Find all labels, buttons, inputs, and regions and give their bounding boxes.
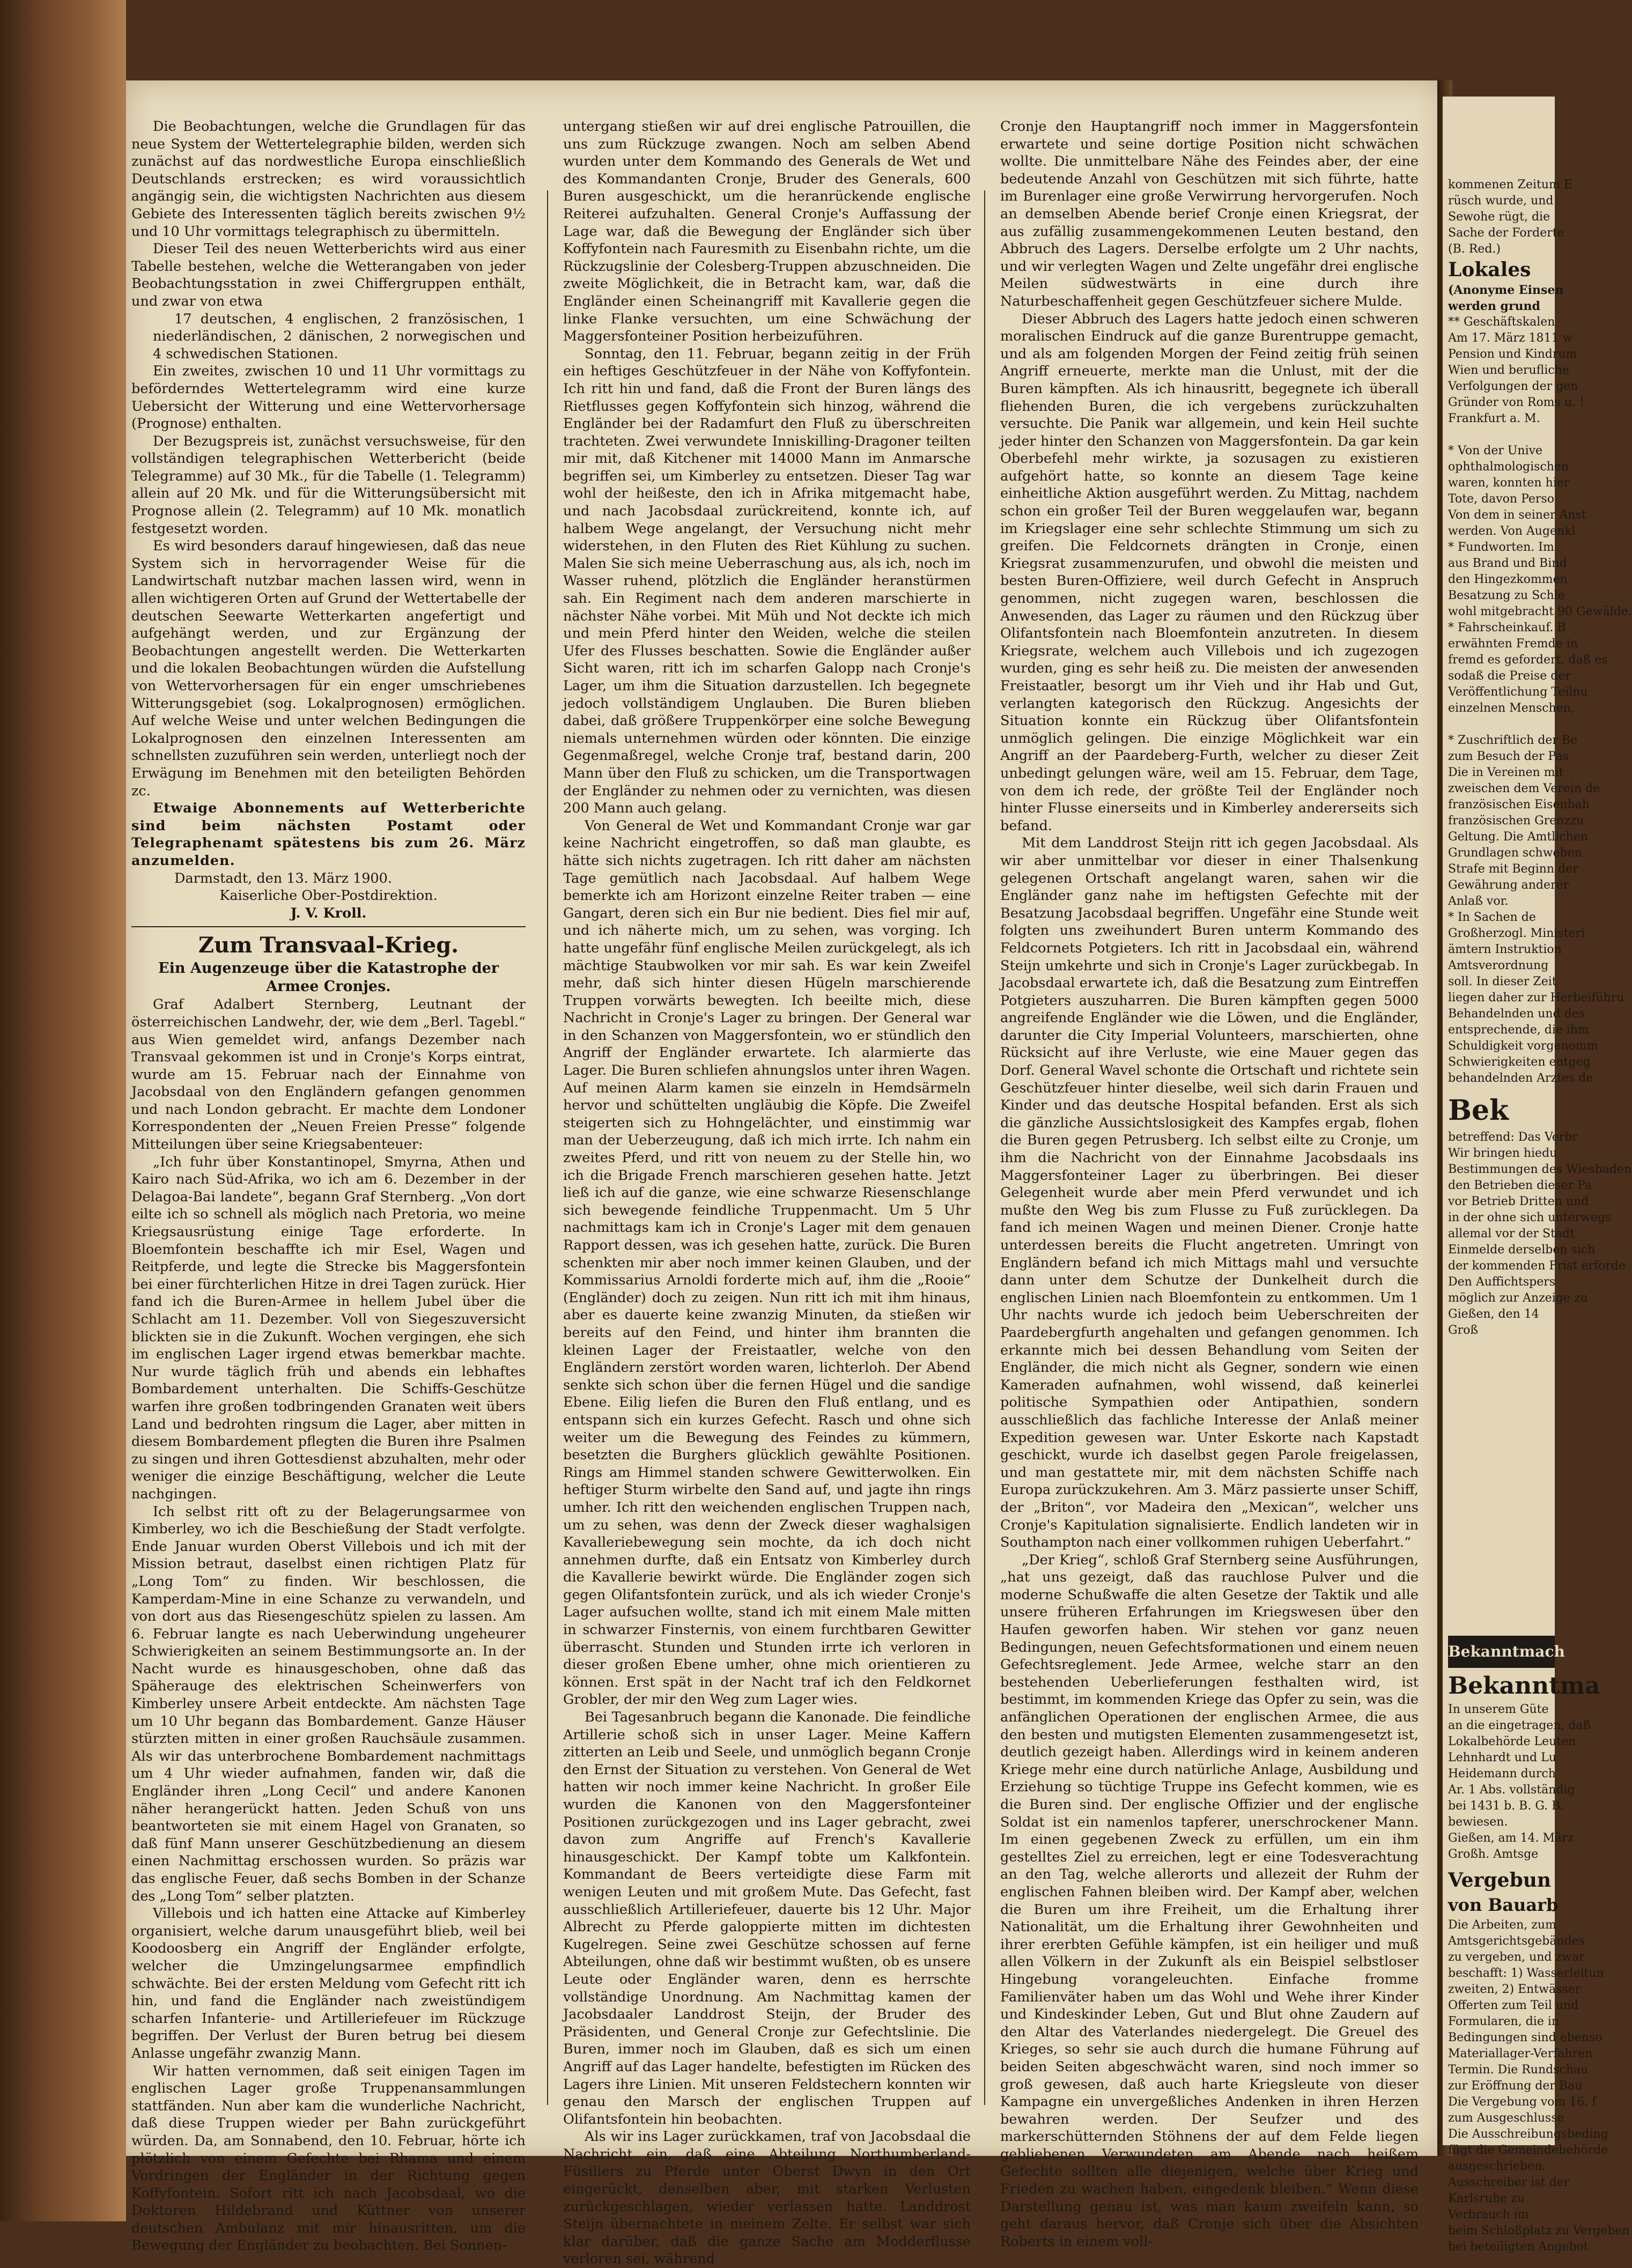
column-3 (1000, 118, 1419, 2250)
text-line: Behandelnden und des (1448, 1007, 1585, 1021)
paragraph: Von General de Wet und Kommandant Cronje war gar keine Nachricht eingetroffen, so daß man glaubte, es hätte sich nichts zugetragen. Ich ritt daher am nächsten Tage gemütlich nach Jacobsdaal. Auf halbem Wege bemerkte ich am Horizont einzelne Reiter traben — eine Gangart, deren sich ein Bur nie bedient. Dies fiel mir auf, und ich näherte mich, um zu sehen, was vorging. Ich hatte ungefähr fünf englische Meilen zurückgelegt, als ich mächtige Staubwolken vor mir sah. Es war kein Zweifel mehr, daß sich hinter diesen Hügeln marschierende Truppen vorwärts bewegten. Ich beeilte mich, diese Nachricht in Cronje's Lager zu bringen. Der General war in den Schanzen von Maggersfontein, wo er stündlich den Angriff der Engländer erwartete. Ich alarmierte das Lager. Die Buren schliefen ahnungslos unter ihren Wagen. Auf meinen Alarm kamen sie einzeln in Hemdsärmeln hervor und schüttelten ungläubig die Köpfe. Die Zweifel steigerten sich zu Hohngelächter, und einstimmig war man der Ueberzeugung, daß ich mich irrte. Ich nahm ein zweites Pferd, und ritt von neuem zu der Stelle hin, wo ich die Brigade French marschieren gesehen hatte. Jetzt ließ ich auf die ganze, wie eine schwarze Riesenschlange sich bewegende feindliche Truppenmacht. Um 5 Uhr nachmittags kam ich in Cronje's Lager mit dem genauen Rapport dessen, was ich gesehen hatte, zurück. Die Buren schenkten mir aber noch immer keinen Glauben, und der Kommissarius Arnoldi forderte mich auf, ihm die „Rooie“ (Engländer) doch zu zeigen. Nun ritt ich mit ihm hinaus, aber es dauerte keine zwanzig Minuten, da stießen wir bereits auf den Feind, und hinter ihm brannten die kleinen Lager der Freistaatler, welche von den Engländern zerstört worden waren, lichterloh. Der Abend senkte sich schon über die fernen Hügel und die sandige Ebene. Eilig liefen die Buren den Fluß entlang, und es entspann sich ein kurzes Gefecht. Rasch und ohne sich weiter um die Bewegung des Feindes zu kümmern, besetzten die Burghers glücklich gewählte Positionen. Rings am Himmel standen schwere Gewitterwolken. Ein heftiger Sturm wirbelte den Sand auf, und jagte ihn rings umher. Ich ritt den weichenden englischen Truppen nach, um zu sehen, was denn der Zweck dieser waghalsigen Kavalleriebewegung sein mochte, da ich doch nicht annehmen durfte, daß ein Entsatz von Kimberley durch die Kavallerie bewirkt würde. Die Engländer zogen sich gegen Olifantsfontein zurück, und als ich wieder Cronje's Lager aufsuchen wollte, stand ich mit einem Male mitten in schwarzer Finsternis, von einem furchtbaren Gewitter überrascht. Stunden und Stunden irrte ich verloren in dieser großen Ebene umher, ohne mich orientieren zu können. Erst spät in der Nacht traf ich den Feldkornet Grobler, der mir den Weg zum Lager wies. (563, 817, 971, 1708)
text-line: allemal vor der Stadt (1448, 1227, 1575, 1240)
text-line: (Anonyme Einsen (1448, 283, 1564, 297)
text-line: sodaß die Preise der (1448, 669, 1571, 683)
text-line: Amtsverordnung (1448, 959, 1549, 972)
text-line: fremd es gefordert, daß es (1448, 653, 1608, 667)
text-line: Gewährung anderer (1448, 878, 1569, 892)
text-line: den Betrieben dieser Pa (1448, 1179, 1592, 1192)
text-line: der kommenden Frist erforde (1448, 1259, 1626, 1273)
signature: J. V. Kroll. (290, 905, 367, 921)
text-line: Von dem in seiner Anst (1448, 508, 1586, 522)
text-line: beim Schloßplatz zu Vergeben (1448, 2224, 1630, 2237)
text-line: bewiesen. (1448, 1815, 1508, 1829)
text-line: ** Geschäftskalen (1448, 315, 1555, 329)
text-line: Den Auffichtspers (1448, 1275, 1556, 1289)
text-line: Einmelde derselben sich (1448, 1243, 1596, 1257)
paragraph: Der Bezugspreis ist, zunächst versuchsweise, für den vollständigen telegraphischen Wetterbericht (beide Telegramme) auf 30 Mk., für die Tabelle (1. Telegramm) allein auf 20 Mk. und für die Witterungsübersicht mit Prognose allein (2. Telegramm) auf 10 Mk. monatlich festgesetzt worden. (131, 433, 526, 537)
text-line: vor Betrieb Dritten und (1448, 1195, 1589, 1208)
paragraph: „Der Krieg“, schloß Graf Sternberg seine Ausführungen, „hat uns gezeigt, daß das rauchlose Pulver und die moderne Schußwaffe die alten Gesetze der Taktik und alle unsere früheren Erfahrungen im Kriegswesen über den Haufen geworfen haben. Wir stehen vor ganz neuen Bedingungen, neuen Gefechtsformationen und einem neuen Gefechtsreglement. Jede Armee, welche starr an den bestehenden Ueberlieferungen festhalten wird, ist bestimmt, im kommenden Kriege das Opfer zu sein, was die anfänglichen Operationen der englischen Armee, die aus den besten und mutigsten Elementen zusammengesetzt ist, deutlich gezeigt haben. Allerdings wird in keinem anderen Kriege mehr eine durch natürliche Anlage, Ausbildung und Erziehung so tüchtige Truppe ins Gefecht kommen, wie es die Buren sind. Der englische Offizier und der englische Soldat ist ein namenlos tapferer, unerschrockener Mann. Im einen gegebenen Zweck zu erfüllen, um ein ihm gestelltes Ziel zu erreichen, legt er eine Todesverachtung an den Tag, welche allerorts und allezeit der Ruhm der englischen Fahnen bleiben wird. Der Kampf aber, welchen die Buren um ihre Freiheit, um die Erhaltung ihrer Nationalität, um die Erhaltung ihrer Gewohnheiten und ihrer ererbten Gefühle kämpfen, ist ein heiliger und muß allen Völkern in der Zukunft als ein Beispiel selbstloser Hingebung vorangeleuchten. Einfache fromme Familienväter haben um das Wohl und Wehe ihrer Kinder und Kindeskinder Leben, Gut und Blut ohne Zaudern auf den Altar des Vaterlandes niedergelegt. Die Greuel des Krieges, so sehr sie auch durch die humane Führung auf beiden Seiten abgeschwächt waren, sind noch immer so groß gewesen, daß auch harte Kriegsleute von dieser Kampagne ein unvergeßliches Andenken in ihren Herzen bewahren werden. Der Seufzer und des markerschütternden Stöhnens der auf dem Felde liegen gebliebenen Verwundeten am Abende nach heißem Gefechte sollten alle diejenigen, welche über Krieg und Frieden zu wachen haben, eingedenk bleiben.“ Wenn diese Darstellung genau ist, was man kaum zweifeln kann, so geht daraus hervor, daß Cronje sich über die Absichten Roberts in einem voll- (1000, 1552, 1419, 2250)
text-line: französischen Grenzzu (1448, 814, 1584, 828)
text-line: Formularen, die in (1448, 2015, 1560, 2028)
text-line: Schuldigkeit vorgenomm (1448, 1039, 1598, 1053)
paragraph: Dieser Teil des neuen Wetterberichts wird aus einer Tabelle bestehen, welche die Wetterangaben von jeder Beobachtungsstation in zwei Chiffergruppen enthält, und zwar von etwa (131, 241, 526, 309)
right-page-b-lines (1448, 1129, 1632, 1339)
text-line: Verfolgungen der gen (1448, 380, 1578, 393)
text-line: Termin. Die Rundschau (1448, 2063, 1589, 2077)
text-line: Schwierigkeiten entgeg (1448, 1055, 1591, 1069)
text-line (1448, 427, 1555, 443)
text-line: Strafe mit Beginn der (1448, 862, 1578, 876)
text-line: In unserem Güte (1448, 1703, 1549, 1716)
text-line: kommenen Zeitum E (1448, 178, 1572, 191)
column-2 (563, 118, 971, 2267)
text-line: Gießen, den 14 (1448, 1307, 1539, 1321)
text-line: * Fundworten. Im (1448, 541, 1554, 554)
paragraph: Mit dem Landdrost Steijn ritt ich gegen Jacobsdaal. Als wir aber unmittelbar vor dieser in einer Thalsenkung gelegenen Ortschaft angelangt waren, sahen wir die Engländer ganz nahe im heftigsten Gefechte mit der Besatzung Jacobsdaal begriffen. Ungefähr eine Stunde weit folgten uns zweihundert Buren unterm Kommando des Feldcornets Potgieters. Ich ritt in Jacobsdaal ein, während Steijn umkehrte und sich in Cronje's Lager zurückbegab. In Jacobsdaal erwartete ich, daß die Besatzung zum Eintreffen Potgieters auszuharren. Die Buren kämpften gegen 5000 angreifende Engländer wie die Löwen, und die Engländer, darunter die City Imperial Volunteers, marschierten, ohne Rücksicht auf ihre Verluste, wie eine Mauer gegen das Dorf. General Wavel schonte die Ortschaft und richtete sein Geschützfeuer hinter dieselbe, weil sich darin Frauen und Kinder und das deutsche Hospital befanden. Erst als sich die gänzliche Aussichtslosigkeit des Kampfes ergab, flohen die Buren gegen Petrusberg. Ich selbst eilte zu Cronje, um ihm die Nachricht von der Einnahme Jacobsdaals ins Maggersfonteiner Lager zu überbringen. Bei dieser Gelegenheit wurde aber mein Pferd verwundet und ich mußte den Weg bis zum Flusse zu Fuß zurücklegen. Da fand ich meinen Wagen und meinen Diener. Cronje hatte unterdessen bereits die Flucht angetreten. Umringt von Engländern befand ich mich Mittags mahl und versuchte dann unter dem Schutze der Dunkelheit durch die englischen Linien nach Bloemfontein zu entkommen. Um 1 Uhr nachts wurde ich jedoch beim Ueberschreiten der Paardebergfurth angehalten und gefangen genommen. Ich erkannte mich bei dessen Behandlung vom Seiten der Engländer, die mich nicht als Gegner, sondern wie einen Kameraden aufnahmen, wohl wissend, daß keinerlei politische Sympathien oder Antipathien, sondern ausschließlich das fachliche Interesse der Anlaß meiner Expedition gewesen war. Unter Eskorte nach Kapstadt geschickt, wurde ich daselbst gegen Parole freigelassen, und man gestattete mir, mit dem nächsten Schiffe nach Europa zurückzukehren. Am 3. März passierte unser Schiff, der „Briton“, vor Madeira den „Mexican“, welcher uns Cronje's Kapitulation signalisierte. Endlich landeten wir in Southampton nach einer vollkommen ruhigen Ueberfahrt.“ (1000, 835, 1419, 1551)
text-line: Wien und berufliche (1448, 364, 1569, 377)
text-line: erwähnten Fremde in (1448, 637, 1578, 651)
paragraph: 17 deutschen, 4 englischen, 2 französischen, 1 niederländischen, 2 dänischen, 2 norwegischen und 4 schwedischen Stationen. (153, 311, 526, 362)
text-line: Lehnhardt und Lu (1448, 1751, 1556, 1764)
text-line: ausgeschrieben. (1448, 2160, 1546, 2173)
text-line: Lokalbehörde Leuten (1448, 1735, 1576, 1748)
text-line: Anlaß vor. (1448, 895, 1509, 908)
text-line: waren, konnten hier (1448, 476, 1570, 490)
authority: Kaiserliche Ober-Postdirektion. (219, 888, 438, 904)
section-heading: Bekanntma (1448, 1672, 1600, 1700)
text-line: französischen Eisenbah (1448, 798, 1590, 811)
paragraph: Ein zweites, zwischen 10 und 11 Uhr vormittags zu beförderndes Wettertelegramm wird eine kurze Uebersicht der Witterung und eine Wettervorhersage (Prognose) enthalten. (131, 363, 526, 432)
column-1 (131, 118, 526, 2254)
section-heading: von Bauarb (1448, 1895, 1559, 1915)
paragraph: Ich selbst ritt oft zu der Belagerungsarmee von Kimberley, wo ich die Beschießung der Stadt verfolgte. Ende Januar wurden Oberst Villebois und ich mit der Mission betraut, daselbst einen richtigen Platz für „Long Tom“ zu finden. Wir beschlossen, die Kamperdam-Mine in eine Schanze zu verwandeln, und von dort aus das Riesengeschütz spielen zu lassen. Am 6. Februar langte es nach Ueberwindung ungeheurer Schwierigkeiten an seinem Bestimmungsorte an. In der Nacht wurde es hinausgeschoben, ohne daß das Späherauge des elektrischen Scheinwerfers von Kimberley unsere Arbeit entdeckte. Am nächsten Tage um 10 Uhr begann das Bombardement. Ganze Häuser stürzten mitten in einer großen Rauchsäule zusammen. Als wir das unterbrochene Bombardement nachmittags um 4 Uhr wieder aufnahmen, fanden wir, daß die Engländer ihren „Long Cecil“ und andere Kanonen näher herangerückt hatten. Jeden Schuß von uns beantworteten sie mit einem Hagel von Granaten, so daß fünf Mann unserer Geschützbedienung an diesem einen Nachmittag erschossen wurden. So präzis war das englische Feuer, daß sechs Bomben in der Schanze des „Long Tom“ selber platzten. (131, 1503, 526, 1904)
section-divider (131, 926, 526, 927)
paragraph: Bei Tagesanbruch begann die Kanonade. Die feindliche Artillerie schoß sich in unser Lager. Meine Kaffern zitterten an Leib und Seele, und unmöglich begann Cronje den Ernst der Situation zu verstehen. Von General de Wet hatten wir noch immer keine Nachricht. In großer Eile wurden die Kanonen von den Maggersfonteiner Positionen zurückgezogen und ins Lager gebracht, zwei davon zum Angriffe auf French's Kavallerie hinausgeschickt. Der Kampf tobte um Kalkfontein. Kommandant de Beers verteidigte diese Farm mit wenigen Leuten und mit großem Mute. Das Gefecht, fast ausschließlich Artilleriefeuer, dauerte bis 12 Uhr. Major Albrecht zu Pferde galoppierte mitten im dichtesten Kugelregen. Seine zwei Geschütze schossen auf ferne Abteilungen, ohne daß wir bestimmt wußten, ob es unsere Leute oder Engländer waren, denn es herrschte vollständige Unordnung. Am Nachmittag kamen der Jacobsdaaler Landdrost Steijn, der Bruder des Präsidenten, und General Cronje zur Gefechtslinie. Die Buren, immer noch im Glauben, daß es sich um einen Angriff auf das Lager handelte, befestigten im Rücken des Lagers ihre Linien. Mit unseren Feldstechern konnten wir genau den Marsch der englischen Truppen auf Olifantsfontein hin beobachten. (563, 1709, 971, 2127)
text-line: zweiten, 2) Entwässer (1448, 1983, 1581, 1996)
dateline: Darmstadt, den 13. März 1900. (174, 870, 392, 886)
banner: Bekanntmach (1448, 1636, 1555, 1668)
text-line: Sewohe rügt, die (1448, 210, 1550, 224)
text-line: * Von der Unive (1448, 444, 1543, 457)
right-page-d-lines (1448, 1917, 1630, 2255)
text-line: zu vergeben, und zwar (1448, 1951, 1585, 1964)
text-line: Die Ausschreibungsbeding (1448, 2127, 1608, 2141)
text-line: ämtern Instruktion (1448, 943, 1562, 956)
article-subheadline: Ein Augenzeuge über die Katastrophe der Armee Cronjes. (158, 960, 499, 995)
text-line: Geltung. Die Amtlichen (1448, 830, 1588, 844)
right-page-c-lines (1448, 1702, 1591, 1863)
text-line: ophthalmologischen (1448, 460, 1569, 474)
paragraph: Cronje den Hauptangriff noch immer in Maggersfontein erwartete und seine dortige Position nicht schwächen wollte. Die unmittelbare Nähe des Feindes aber, der eine bedeutende Anzahl von Geschützen mit sich führte, hatte im Burenlager eine große Verwirrung hervorgerufen. Noch an demselben Abende berief Cronje einen Kriegsrat, der aus zufällig zusammengekommenen Leuten bestand, den Abbruch des Lagers. Derselbe erfolgte um 2 Uhr nachts, und wir verlegten Wagen und Zelte ungefähr drei englische Meilen südwestwärts in eine durch ihre Naturbeschaffenheit gegen Geschützfeuer sichere Mulde. (1000, 119, 1419, 309)
right-page-mid-lines (1448, 314, 1632, 1087)
text-line: Veröffentlichung Teilnu (1448, 685, 1588, 699)
section-heading: Lokales (1448, 258, 1531, 281)
text-line: (B. Red.) (1448, 242, 1501, 256)
text-line: Großherzogl. Ministeri (1448, 927, 1585, 940)
text-line: werden. Von Augenkl (1448, 524, 1576, 538)
text-line: Besatzung zu Schle (1448, 589, 1565, 602)
paragraph: Dieser Abbruch des Lagers hatte jedoch einen schweren moralischen Eindruck auf die ganze Burentruppe gemacht, und als am folgenden Morgen der Feind zeitig früh seinen Angriff erneuerte, merkte man die Unlust, mit der die Buren kämpften. Als ich hinausritt, begegnete ich überall fliehenden Buren, die ich vergebens zurückzuhalten versuchte. Die Panik war allgemein, und kein Heil suchte jeder hinter den Schanzen von Maggersfontein. Da gar kein Oberbefehl mehr wirkte, ja sozusagen zu existieren aufgehört hatte, so konnte an diesem Tage keine einheitliche Aktion ausgeführt werden. Zu Mittag, nachdem schon ein großer Teil der Buren weggelaufen war, begann im Kriegslager eine sehr schlechte Stimmung um sich zu greifen. Die Feldcornets drängten in Cronje, einen Kriegsrat zusammenzurufen, und obwohl die meisten und besten Buren-Offiziere, weil durch Gefecht in Anspruch genommen, nicht zugegen waren, beschlossen die Anwesenden, das Lager zu räumen und den Rückzug über Olifantsfontein nach Bloemfontein anzutreten. In diesem Kriegsrate, welchem auch Villebois und ich zugezogen wurden, ging es sehr heiß zu. Die meisten der anwesenden Freistaatler, besorgt um ihr Vieh und ihr Hab und Gut, verlangten kategorisch den Rückzug. Angesichts der Situation konnte ein Rückzug über Olifantsfontein unmöglich gelingen. Die einzige Möglichkeit war ein Angriff an der Paardeberg-Furth, welcher zu dieser Zeit unbedingt gelungen wäre, weil am 15. Februar, dem Tage, von dem ich rede, der größte Teil der Engländer noch hinter Flusse einerseits und in Kimberley andererseits sich befand. (1000, 311, 1419, 834)
text-line: Die in Vereinen mit (1448, 766, 1564, 779)
text-line: Gründer von Roms u. ! (1448, 396, 1584, 409)
text-line: zum Ausgeschlusse (1448, 2111, 1564, 2125)
text-line: * Zuschriftlich der Be (1448, 734, 1578, 747)
text-line: entsprechende, die ihm (1448, 1023, 1589, 1037)
text-line: Wir bringen hiedu (1448, 1147, 1557, 1160)
text-line: Gießen, am 14. März (1448, 1831, 1574, 1845)
text-line: wohl mitgebracht 90 Gewälde. (1448, 605, 1632, 618)
text-line: fügt die Gemeindebehörde (1448, 2144, 1608, 2157)
text-line: zur Eröffnung der Bau (1448, 2079, 1583, 2093)
text-line: Offerten zum Teil und (1448, 1999, 1579, 2012)
text-line: Amtsgerichtsgebäudes (1448, 1934, 1585, 1948)
text-line: Pension und Kindrum (1448, 348, 1577, 361)
text-line: Heidemann durch (1448, 1767, 1556, 1781)
text-line: Großh. Amtsge (1448, 1848, 1539, 1861)
text-line: aus Brand und Bind (1448, 557, 1567, 570)
paragraph: untergang stießen wir auf drei englische Patrouillen, die uns zum Rückzuge zwangen. Noch am selben Abend wurden unter dem Kommando des Generals de Wet und des Kommandanten Cronje, Bruder des Generals, 600 Buren ausgeschickt, um die heranrückende englische Reiterei aufzuhalten. General Cronje's Auffassung der Lage war, daß die Bewegung der Engländer sich über Koffyfontein nach Fauresmith zu Eisenbahn richte, um die Rückzugslinie der Colesberg-Truppen abzuschneiden. Die zweite Möglichkeit, die in Betracht kam, war, daß die Engländer einen Scheinangriff mit Kavallerie gegen die linke Flanke versuchten, um eine Schwächung der Maggersfonteiner Position herbeizuführen. (563, 119, 971, 345)
text-line: rüsch wurde, und (1448, 194, 1554, 208)
notice-paragraph: Etwaige Abonnements auf Wetterberichte sind beim nächsten Postamt oder Telegraphenamt spätestens bis zum 26. März anzumelden. (131, 800, 526, 869)
text-line: * Fahrscheinkauf. B (1448, 621, 1566, 634)
text-line: soll. In dieser Zeit (1448, 975, 1557, 988)
text-line: einzelnen Menschen, (1448, 701, 1575, 715)
paragraph: Villebois und ich hatten eine Attacke auf Kimberley organisiert, welche darum unausgeführt blieb, weil bei Koodoosberg ein Angriff der Engländer erfolgte, welcher die Umzingelungsarmee empfindlich schwächte. Bei der ersten Meldung vom Gefecht ritt ich hin, und fand die Engländer nach zweistündigem scharfen Infanterie- und Artilleriefeuer im Rückzuge begriffen. Der Verlust der Buren betrug bei diesem Anlasse ungefähr zwanzig Mann. (131, 1905, 526, 2062)
text-line: bei 1431 b. B. G. B. (1448, 1799, 1564, 1813)
text-line: Bedingungen sind ebenso (1448, 2031, 1603, 2044)
text-line: * In Sachen de (1448, 911, 1536, 924)
text-line: zum Besuch der Pas (1448, 750, 1569, 763)
book-binding-left (0, 0, 126, 2221)
text-line: Die Arbeiten, zum (1448, 1918, 1556, 1932)
paragraph: Wir hatten vernommen, daß seit einigen Tagen im englischen Lager große Truppenansammlungen stattfänden. Nun aber kam die wunderliche Nachricht, daß diese Truppen wieder per Bahn zurückgeführt würden. Da, am Sonnabend, den 10. Februar, hörte ich plötzlich von einem Gefechte bei Rhama und einem Vordringen der Engländer in der Richtung gegen Koffyfontein. Sofort ritt ich nach Jacobsdaal, wo die Doktoren Hildebrand und Küttner von unserer deutschen Ambulanz mit mir hinausritten, um die Bewegung der Engländer zu beobachten. Bei Sonnen- (131, 2063, 526, 2254)
paragraph: Die Beobachtungen, welche die Grundlagen für das neue System der Wettertelegraphie bilden, werden sich zunächst auf das nordwestliche Europa einschließlich Deutschlands erstrecken; es wird voraussichtlich angängig sein, die wichtigsten Nachrichten aus diesem Gebiete des Interessenten täglich bereits zwischen 9½ und 10 Uhr vormittags telegraphisch zu übermitteln. (131, 119, 526, 240)
text-line: in der ohne sich unterwegs (1448, 1211, 1612, 1224)
text-line: Bestimmungen des Wiesbaden (1448, 1163, 1632, 1176)
text-line: Am 17. März 1811 w (1448, 331, 1573, 345)
right-page-top-block (1448, 177, 1632, 1339)
text-line: Grundlagen schweben (1448, 846, 1582, 860)
text-line: Sache der Forderte (1448, 226, 1564, 240)
text-line: an die eingetragen, daß (1448, 1719, 1591, 1732)
text-line: zweischen dem Verein de (1448, 782, 1600, 795)
text-line: Verbrauch im (1448, 2208, 1529, 2221)
text-line: behandelnden Arztes de (1448, 1072, 1593, 1085)
column-rule-2 (984, 190, 985, 2105)
text-line: Karlsruhe zu (1448, 2192, 1525, 2205)
text-line: Die Vergebung vom 16. f (1448, 2095, 1597, 2109)
text-line: betreffend: Das Verbr (1448, 1131, 1578, 1144)
paragraph: Sonntag, den 11. Februar, begann zeitig in der Früh ein heftiges Geschützfeuer in der Nähe von Koffyfontein. Ich ritt hin und fand, daß die Front der Buren längs des Rietflusses gegen Koffyfontein sich hinzog, während die Engländer bei der Radamfurt den Fluß zu überschreiten trachteten. Zwei verwundete Inniskilling-Dragoner teilten mir mit, daß Kitchener mit 14000 Mann im Anmarsche begriffen sei, um Kimberley zu entsetzen. Dieser Tag war wohl der heißeste, den ich in Afrika mitgemacht habe, und nach Jacobsdaal zurückreitend, konnte ich, auf halbem Wege angelangt, der Versuchung nicht mehr widerstehen, in den Fluten des Riet Kühlung zu suchen. Malen Sie sich meine Ueberraschung aus, als ich, noch im Wasser ruhend, plötzlich die Engländer heranstürmen sah. Ein Regiment nach dem anderen marschierte in nächster Nähe vorbei. Mit Müh und Not deckte ich mich und mein Pferd hinter den Weiden, welche die steilen Ufer des Flusses beschatten. Sowie die Engländer außer Sicht waren, ritt ich im scharfen Galopp nach Cronje's Lager, um ihm die Situation darzustellen. Ich begegnete jedoch vollständigem Unglauben. Die Buren blieben dabei, daß größere Truppenkörper eine solche Bewegung niemals unternehmen würden oder könnten. Die einzige Gegenmaßregel, welche Cronje traf, bestand darin, 200 Mann über den Fluß zu schicken, um die Transportwagen der Engländer zu nehmen oder zu vernichten, was diesen 200 Mann auch gelang. (563, 345, 971, 817)
text-line: Frankfurt a. M. (1448, 412, 1540, 425)
right-page-bottom-block (1448, 1671, 1630, 2255)
text-line: liegen daher zur Herbeiführu (1448, 991, 1624, 1004)
text-line: Tote, davon Perso (1448, 492, 1554, 506)
paragraph: Als wir ins Lager zurückkamen, traf von Jacobsdaal die Nachricht ein, daß eine Abteilung Northumberland-Füsiliers zu Pferde unter Oberst Dwyn in den Ort eingerückt, denselben aber, mit starken Verlusten zurückgeschlagen, wieder verlassen hatte. Landdrost Steijn übernachtete in meinem Zelte. Er selbst war sich klar darüber, daß die ganze Sache am Modderflusse verloren sei, während (563, 2129, 971, 2267)
article-headline: Zum Transvaal-Krieg. (198, 933, 459, 958)
paragraph: Graf Adalbert Sternberg, Leutnant der österreichischen Landwehr, der, wie dem „Berl. Tagebl.“ aus Wien gemeldet wird, anfangs Dezember nach Transvaal gekommen ist und in Cronje's Korps eintrat, wurde am 15. Februar nach der Einnahme von Jacobsdaal von den Engländern gefangen genommen und nach London gebracht. Er machte dem Londoner Korrespondenten der „Neuen Freien Presse“ folgende Mitteilungen über seine Kriegsabenteuer: (131, 996, 526, 1153)
section-heading: Bek (1448, 1094, 1509, 1127)
text-line (1448, 716, 1555, 733)
text-line: möglich zur Anzeige zu (1448, 1291, 1588, 1305)
text-line: Groß (1448, 1324, 1479, 1337)
text-line: bei beteiligten Angebot (1448, 2240, 1589, 2254)
section-heading: Vergebun (1448, 1869, 1552, 1892)
column-rule-1 (547, 190, 548, 2105)
text-line: Materiallager-Verfahren (1448, 2047, 1593, 2060)
text-line: Ausschreiber ist der (1448, 2176, 1570, 2189)
text-line: beschafft: 1) Wasserleitun (1448, 1967, 1604, 1980)
text-line: Ar. 1 Abs. vollständig (1448, 1783, 1575, 1797)
text-line: werden grund (1448, 299, 1540, 313)
text-line: den Hingezkommen (1448, 573, 1568, 586)
paragraph: „Ich fuhr über Konstantinopel, Smyrna, Athen und Kairo nach Süd-Afrika, wo ich am 6. Dezember in der Delagoa-Bai landete“, begann Graf Sternberg. „Von dort eilte ich so schnell als möglich nach Pretoria, wo meine Kriegsausrüstung einige Tage erforderte. In Bloemfontein beschaffte ich mir Esel, Wagen und Reitpferde, und legte die Strecke bis Maggersfontein bei einer fürchterlichen Hitze in drei Tagen zurück. Hier fand ich die Buren-Armee in hellem Jubel über die Schlacht am 11. Dezember. Voll von Siegeszuversicht blickten sie in die Zukunft. Wochen vergingen, ehe sich im englischen Lager irgend etwas bemerkbar machte. Nur wurde täglich früh und abends ein lebhaftes Bombardement unterhalten. Die Schiffs-Geschütze warfen ihre großen todbringenden Granaten weit übers Land und bedrohten ringsum die Lager, aber mitten in diesem Bombardement pflegten die Buren ihre Psalmen zu singen und ihren Gottesdienst abzuhalten, mehr oder weniger die einzige Beschäftigung, welcher die Leute nachgingen. (131, 1154, 526, 1502)
paragraph: Es wird besonders darauf hingewiesen, daß das neue System sich in hervorragender Weise für die Landwirtschaft nutzbar machen lassen wird, wenn in allen wichtigeren Orten auf Grund der Wettertabelle der deutschen Seewarte Wetterkarten angefertigt und aufgehängt werden, und zur Ergänzung der Beobachtungen angestellt werden. Die Wetterkarten und die lokalen Beobachtungen würden die Aufstellung von Wettervorhersagen für ein enger umschriebenes Witterungsgebiet (sog. Lokalprognosen) ermöglichen. Auf welche Weise und unter welchen Bedingungen die Lokalprognosen den einzelnen Interessenten am schnellsten zuzuführen sein werden, unterliegt noch der Erwägung im Benehmen mit den beteiligten Behörden zc. (131, 538, 526, 799)
